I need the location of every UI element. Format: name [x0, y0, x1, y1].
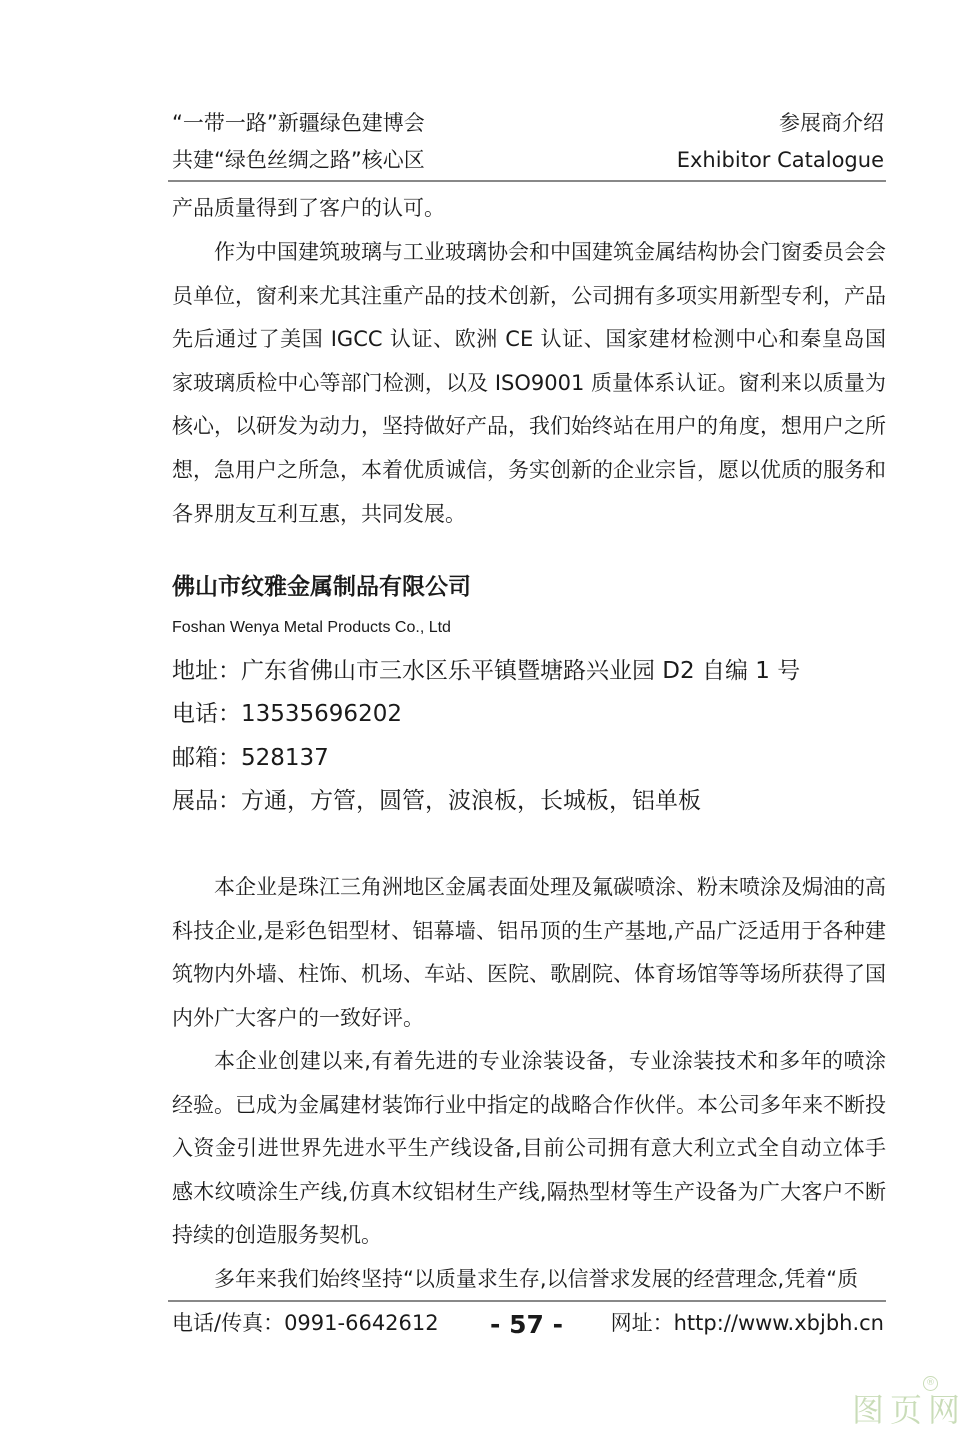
page-number: - 57 - — [490, 1310, 563, 1339]
company-phone: 电话：13535696202 — [172, 701, 402, 727]
footer-divider — [168, 1300, 886, 1302]
header-title-line2: 共建“绿色丝绸之路”核心区 — [172, 148, 425, 172]
company-paragraph-1: 本企业是珠江三角洲地区金属表面处理及氟碳喷涂、粉末喷涂及焗油的高科技企业,是彩色铝型材、铝幕墙、铝吊顶的生产基地,产品广泛适用于各种建筑物内外墙、柱饰、机场、车站、医院、歌剧院、体育场馆等等场所获得了国内外广大客户的一致好评。 — [172, 875, 886, 1030]
header-section-en: Exhibitor Catalogue — [676, 148, 884, 172]
header-section-cn: 参展商介绍 — [779, 111, 884, 135]
company-paragraph-2: 本企业创建以来,有着先进的专业涂装设备，专业涂装技术和多年的喷涂经验。已成为金属建材装饰行业中指定的战略合作伙伴。本公司多年来不断投入资金引进世界先进水平生产线设备,目前公司拥有意大利立式全自动立体手感木纹喷涂生产线,仿真木纹铝材生产线,隔热型材等生产设备为广大客户不断持续的创造服务契机。 — [172, 1049, 886, 1248]
footer-website: 网址：http://www.xbjbh.cn — [610, 1311, 884, 1335]
footer-phone-fax: 电话/传真：0991-6642612 — [172, 1311, 439, 1335]
header-divider — [168, 180, 886, 182]
watermark-logo: 图页网 — [851, 1391, 966, 1429]
company-name-cn: 佛山市纹雅金属制品有限公司 — [172, 574, 471, 600]
company-postcode: 邮箱：528137 — [172, 745, 329, 771]
company-address: 地址：广东省佛山市三水区乐平镇暨塘路兴业园 D2 自编 1 号 — [172, 658, 801, 684]
company-paragraph-3: 多年来我们始终坚持“以质量求生存,以信誉求发展的经营理念,凭着“质 — [214, 1267, 859, 1291]
watermark-registered-mark: ® — [923, 1376, 938, 1391]
paragraph-chuanglilai: 作为中国建筑玻璃与工业玻璃协会和中国建筑金属结构协会门窗委员会会员单位，窗利来尤其注重产品的技术创新，公司拥有多项实用新型专利，产品先后通过了美国 IGCC 认证、欧洲 CE 认证、国家建材检测中心和秦皇岛国家玻璃质检中心等部门检测，以及 ISO9001 质量体系认证。窗利来以质量为核心，以研发为动力，坚持做好产品，我们始终站在用户的角度，想用户之所想，急用户之所急，本着优质诚信，务实创新的企业宗旨，愿以优质的服务和各界朋友互利互惠，共同发展。 — [172, 240, 886, 526]
company-products: 展品：方通，方管，圆管，波浪板，长城板，铝单板 — [172, 788, 701, 814]
paragraph-continued: 产品质量得到了客户的认可。 — [172, 196, 445, 220]
header-title-line1: “一带一路”新疆绿色建博会 — [172, 111, 425, 135]
company-name-en: Foshan Wenya Metal Products Co., Ltd — [172, 619, 451, 636]
